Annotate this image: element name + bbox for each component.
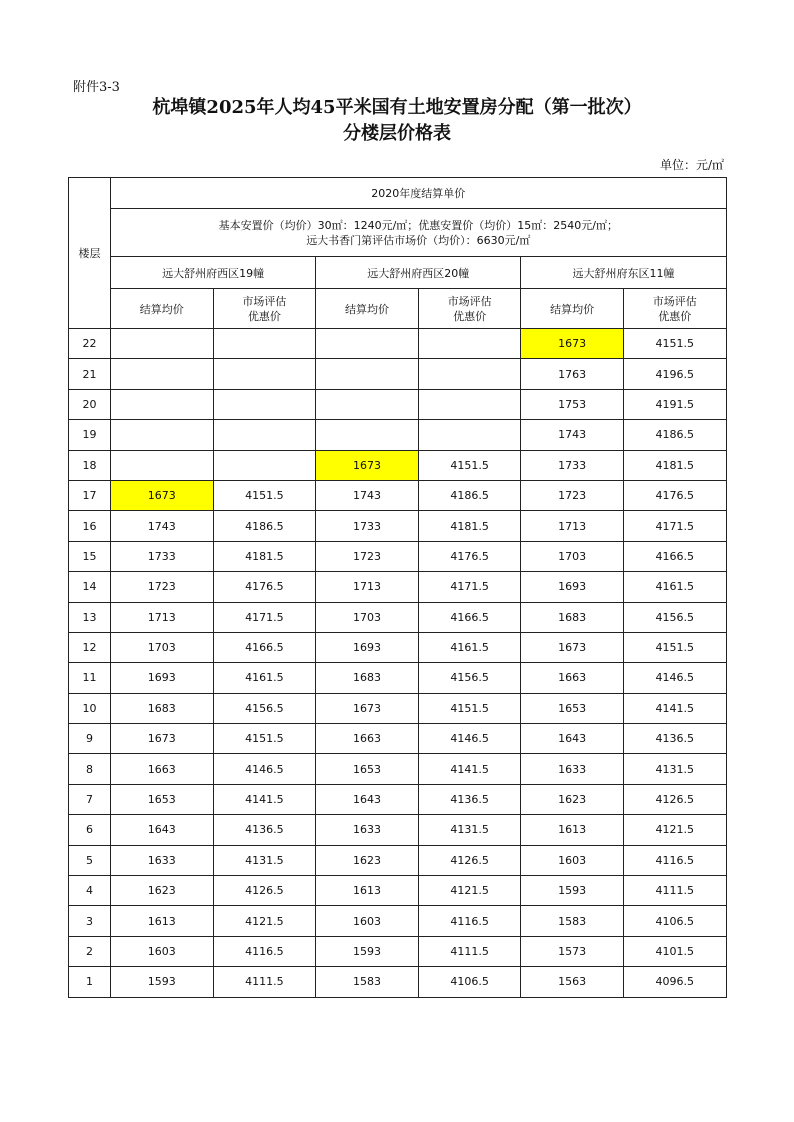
settle-price-cell: 1653 (316, 754, 419, 784)
document-subtitle: 分楼层价格表 (343, 123, 451, 144)
settle-price-cell: 1703 (316, 602, 419, 632)
settle-price-cell: 1693 (111, 663, 214, 693)
settle-price-cell: 1593 (111, 967, 214, 997)
market-price-cell: 4156.5 (623, 602, 726, 632)
market-price-cell: 4151.5 (623, 632, 726, 662)
floor-cell: 18 (69, 450, 111, 480)
settle-price-cell: 1713 (316, 572, 419, 602)
attachment-label: 附件3-3 (73, 80, 120, 95)
floor-cell: 20 (69, 389, 111, 419)
settle-price-cell: 1623 (111, 876, 214, 906)
floor-cell: 22 (69, 329, 111, 359)
settle-price-cell: 1703 (111, 632, 214, 662)
market-price-cell: 4181.5 (418, 511, 521, 541)
market-price-cell: 4191.5 (623, 389, 726, 419)
market-price-cell: 4151.5 (418, 693, 521, 723)
settle-price-cell: 1593 (316, 936, 419, 966)
table-row (69, 693, 727, 723)
settle-price-header: 结算均价 (111, 289, 214, 329)
market-price-cell: 4186.5 (213, 511, 316, 541)
settle-price-cell: 1683 (316, 663, 419, 693)
settle-price-cell: 1633 (521, 754, 624, 784)
settle-price-cell (316, 329, 419, 359)
table-row (69, 480, 727, 510)
settle-price-cell: 1563 (521, 967, 624, 997)
market-price-cell: 4186.5 (623, 420, 726, 450)
year-price-header: 2020年度结算单价 (111, 178, 727, 209)
market-price-header-text: 市场评估优惠价 (242, 294, 287, 323)
settle-price-cell: 1623 (316, 845, 419, 875)
market-price-cell: 4176.5 (623, 480, 726, 510)
market-price-cell (418, 389, 521, 419)
settle-price-cell: 1673 (316, 450, 419, 480)
market-price-cell: 4136.5 (623, 724, 726, 754)
table-row (69, 936, 727, 966)
settle-price-header: 结算均价 (521, 289, 624, 329)
market-price-cell: 4181.5 (213, 541, 316, 571)
market-price-cell: 4111.5 (213, 967, 316, 997)
settle-price-cell: 1653 (521, 693, 624, 723)
market-price-cell: 4166.5 (418, 602, 521, 632)
settle-price-cell: 1583 (316, 967, 419, 997)
settle-price-cell: 1633 (316, 815, 419, 845)
settle-price-cell: 1663 (521, 663, 624, 693)
table-row (69, 602, 727, 632)
market-price-cell: 4136.5 (418, 784, 521, 814)
market-price-cell (213, 359, 316, 389)
settle-price-cell: 1673 (521, 329, 624, 359)
settle-price-cell: 1723 (111, 572, 214, 602)
market-price-cell: 4166.5 (213, 632, 316, 662)
market-price-cell: 4171.5 (213, 602, 316, 632)
settle-price-cell: 1733 (521, 450, 624, 480)
settle-price-cell: 1603 (521, 845, 624, 875)
settle-price-cell: 1753 (521, 389, 624, 419)
table-row (69, 359, 727, 389)
floor-cell: 5 (69, 845, 111, 875)
floor-cell: 15 (69, 541, 111, 571)
table-row (69, 572, 727, 602)
settle-price-cell (111, 329, 214, 359)
settle-price-cell: 1673 (111, 724, 214, 754)
market-price-cell: 4116.5 (418, 906, 521, 936)
market-price-header (418, 289, 521, 329)
settle-price-cell: 1653 (111, 784, 214, 814)
floor-cell: 1 (69, 967, 111, 997)
settle-price-cell (316, 420, 419, 450)
market-price-cell: 4141.5 (213, 784, 316, 814)
table-row (69, 754, 727, 784)
market-price-cell: 4116.5 (213, 936, 316, 966)
settle-price-cell: 1633 (111, 845, 214, 875)
market-price-cell: 4161.5 (418, 632, 521, 662)
market-price-cell: 4101.5 (623, 936, 726, 966)
floor-cell: 11 (69, 663, 111, 693)
market-price-cell: 4181.5 (623, 450, 726, 480)
floor-cell: 19 (69, 420, 111, 450)
market-price-cell: 4106.5 (418, 967, 521, 997)
settle-price-cell: 1693 (521, 572, 624, 602)
floor-cell: 16 (69, 511, 111, 541)
table-row (69, 632, 727, 662)
table-row (69, 389, 727, 419)
table-row (69, 906, 727, 936)
building-header: 远大舒州府东区11幢 (521, 257, 726, 289)
settle-price-cell: 1723 (316, 541, 419, 571)
table-row (69, 815, 727, 845)
market-price-cell: 4171.5 (418, 572, 521, 602)
market-price-cell: 4166.5 (623, 541, 726, 571)
table-row (69, 876, 727, 906)
market-price-cell: 4146.5 (623, 663, 726, 693)
floor-cell: 14 (69, 572, 111, 602)
settle-price-cell: 1573 (521, 936, 624, 966)
settle-price-cell: 1623 (521, 784, 624, 814)
building-header: 远大舒州府西区20幢 (316, 257, 521, 289)
floor-header: 楼层 (69, 178, 111, 329)
table-row (69, 663, 727, 693)
market-price-cell: 4126.5 (213, 876, 316, 906)
floor-cell: 7 (69, 784, 111, 814)
market-price-cell: 4126.5 (623, 784, 726, 814)
market-price-cell: 4126.5 (418, 845, 521, 875)
floor-cell: 17 (69, 480, 111, 510)
settle-price-cell (111, 359, 214, 389)
table-row (69, 784, 727, 814)
settle-price-header: 结算均价 (316, 289, 419, 329)
market-price-cell: 4111.5 (418, 936, 521, 966)
market-price-cell: 4196.5 (623, 359, 726, 389)
settle-price-cell: 1703 (521, 541, 624, 571)
floor-price-table (68, 177, 727, 998)
market-price-cell: 4121.5 (213, 906, 316, 936)
settle-price-cell (111, 420, 214, 450)
floor-cell: 13 (69, 602, 111, 632)
building-header: 远大舒州府西区19幢 (111, 257, 316, 289)
table-row (69, 967, 727, 997)
floor-cell: 4 (69, 876, 111, 906)
market-price-cell: 4141.5 (418, 754, 521, 784)
settle-price-cell (111, 450, 214, 480)
market-price-cell: 4121.5 (418, 876, 521, 906)
table-row (69, 724, 727, 754)
settle-price-cell: 1613 (316, 876, 419, 906)
market-price-cell (213, 329, 316, 359)
market-price-cell: 4161.5 (623, 572, 726, 602)
settle-price-cell: 1743 (316, 480, 419, 510)
settle-price-cell: 1673 (316, 693, 419, 723)
floor-cell: 6 (69, 815, 111, 845)
settle-price-cell: 1693 (316, 632, 419, 662)
floor-cell: 3 (69, 906, 111, 936)
settle-price-cell: 1683 (521, 602, 624, 632)
market-price-cell: 4151.5 (213, 724, 316, 754)
market-price-cell (418, 420, 521, 450)
document-title: 杭埠镇2025年人均45平米国有土地安置房分配（第一批次） (152, 97, 642, 118)
floor-cell: 2 (69, 936, 111, 966)
market-price-cell: 4121.5 (623, 815, 726, 845)
settle-price-cell (316, 359, 419, 389)
floor-cell: 10 (69, 693, 111, 723)
market-price-cell: 4186.5 (418, 480, 521, 510)
market-price-cell: 4146.5 (418, 724, 521, 754)
market-price-cell: 4161.5 (213, 663, 316, 693)
table-row (69, 541, 727, 571)
settle-price-cell: 1733 (111, 541, 214, 571)
market-price-cell: 4151.5 (213, 480, 316, 510)
unit-label: 单位：元/㎡ (659, 158, 724, 172)
market-price-cell (418, 359, 521, 389)
settle-price-cell: 1603 (316, 906, 419, 936)
settle-price-cell: 1643 (521, 724, 624, 754)
market-price-cell: 4096.5 (623, 967, 726, 997)
market-price-cell (213, 420, 316, 450)
settle-price-cell: 1683 (111, 693, 214, 723)
floor-cell: 8 (69, 754, 111, 784)
market-price-cell: 4131.5 (418, 815, 521, 845)
market-price-cell: 4171.5 (623, 511, 726, 541)
market-price-cell (213, 389, 316, 419)
settle-price-cell: 1663 (111, 754, 214, 784)
price-note (111, 209, 727, 257)
table-row (69, 511, 727, 541)
table-row (69, 420, 727, 450)
market-price-cell: 4151.5 (418, 450, 521, 480)
market-price-header (623, 289, 726, 329)
settle-price-cell (111, 389, 214, 419)
market-price-cell: 4176.5 (418, 541, 521, 571)
table-row (69, 845, 727, 875)
settle-price-cell: 1593 (521, 876, 624, 906)
settle-price-cell (316, 389, 419, 419)
price-note-line-2: 远大书香门第评估市场价（均价）：6630元/㎡ (306, 233, 531, 247)
settle-price-cell: 1613 (521, 815, 624, 845)
price-note-line-1: 基本安置价（均价）30㎡：1240元/㎡；优惠安置价（均价）15㎡：2540元/㎡； (218, 218, 618, 232)
table-row (69, 329, 727, 359)
settle-price-cell: 1723 (521, 480, 624, 510)
settle-price-cell: 1643 (316, 784, 419, 814)
market-price-cell: 4131.5 (213, 845, 316, 875)
market-price-cell: 4156.5 (213, 693, 316, 723)
settle-price-cell: 1583 (521, 906, 624, 936)
settle-price-cell: 1743 (521, 420, 624, 450)
settle-price-cell: 1713 (521, 511, 624, 541)
market-price-cell: 4106.5 (623, 906, 726, 936)
market-price-cell: 4176.5 (213, 572, 316, 602)
settle-price-cell: 1713 (111, 602, 214, 632)
market-price-cell: 4116.5 (623, 845, 726, 875)
settle-price-cell: 1763 (521, 359, 624, 389)
floor-cell: 12 (69, 632, 111, 662)
settle-price-cell: 1743 (111, 511, 214, 541)
market-price-cell (213, 450, 316, 480)
market-price-cell: 4136.5 (213, 815, 316, 845)
settle-price-cell: 1643 (111, 815, 214, 845)
market-price-cell: 4151.5 (623, 329, 726, 359)
floor-cell: 9 (69, 724, 111, 754)
settle-price-cell: 1673 (521, 632, 624, 662)
market-price-cell: 4156.5 (418, 663, 521, 693)
table-row (69, 450, 727, 480)
floor-cell: 21 (69, 359, 111, 389)
market-price-header-text: 市场评估优惠价 (652, 294, 697, 323)
market-price-cell: 4131.5 (623, 754, 726, 784)
settle-price-cell: 1673 (111, 480, 214, 510)
settle-price-cell: 1613 (111, 906, 214, 936)
market-price-cell: 4146.5 (213, 754, 316, 784)
market-price-header (213, 289, 316, 329)
market-price-cell: 4141.5 (623, 693, 726, 723)
market-price-cell (418, 329, 521, 359)
settle-price-cell: 1733 (316, 511, 419, 541)
market-price-header-text: 市场评估优惠价 (447, 294, 492, 323)
market-price-cell: 4111.5 (623, 876, 726, 906)
settle-price-cell: 1663 (316, 724, 419, 754)
settle-price-cell: 1603 (111, 936, 214, 966)
